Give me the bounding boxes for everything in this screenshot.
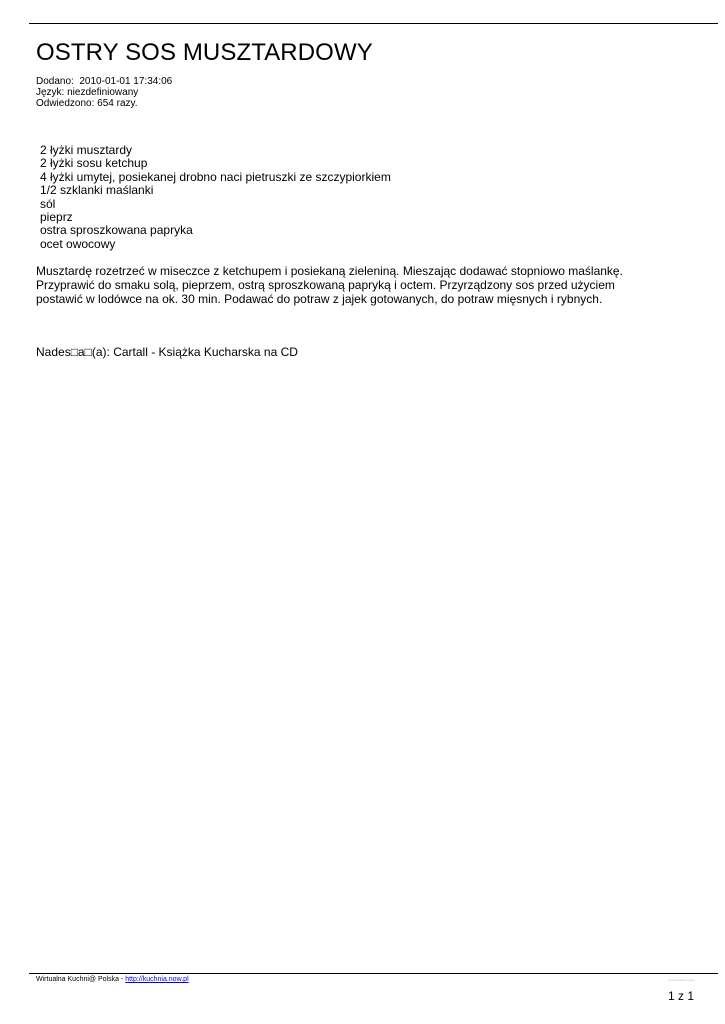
- footer-divider: [29, 973, 718, 974]
- language: Język: niezdefiniowany: [36, 87, 139, 98]
- recipe-title: OSTRY SOS MUSZTARDOWY: [36, 39, 373, 66]
- ingredient-item: sól: [40, 196, 56, 211]
- footer-site-link[interactable]: http://kuchnia.now.pl: [125, 976, 189, 983]
- ingredients-list: [40, 144, 391, 251]
- ingredient-item: ocet owocowy: [40, 236, 116, 251]
- recipe-sender: Nades□a□(a): Cartall - Książka Kucharska na CD: [36, 345, 298, 359]
- page-number: 1 z 1: [667, 989, 694, 1003]
- ingredient-item: 2 łyżki musztardy: [40, 143, 133, 157]
- footer-site-name: Wirtualna Kuchni@ Polska -: [36, 976, 126, 983]
- date-added: Dodano: 2010-01-01 17:34:06: [36, 76, 173, 87]
- ingredient-item: 1/2 szklanki maślanki: [40, 183, 154, 198]
- ingredient-item: ostra sproszkowana papryka: [40, 223, 193, 238]
- top-divider: [29, 23, 718, 24]
- ingredient-item: 2 łyżki sosu ketchup: [40, 156, 148, 171]
- recipe-instructions: Musztardę rozetrzeć w miseczce z ketchupem i posiekaną zieleniną. Mieszając dodawać stopniowo maślankę. Przyprawić do smaku solą, pieprzem, ostrą sproszkowaną papryką i octem. Przyrządzony sos przed użyciem postawić w lodówce na ok. 30 min. Podawać do potraw z jajek gotowanych, do potraw mięsnych i rybnych.: [36, 264, 623, 306]
- footer-tiny-text: www.kuchnia.now.pl: [668, 978, 695, 982]
- recipe-meta: [36, 76, 172, 109]
- footer-site-credit: [36, 976, 189, 984]
- ingredient-item: pieprz: [40, 210, 73, 225]
- visit-count: Odwiedzono: 654 razy.: [36, 98, 138, 109]
- ingredient-item: 4 łyżki umytej, posiekanej drobno naci pietruszki ze szczypiorkiem: [40, 169, 391, 184]
